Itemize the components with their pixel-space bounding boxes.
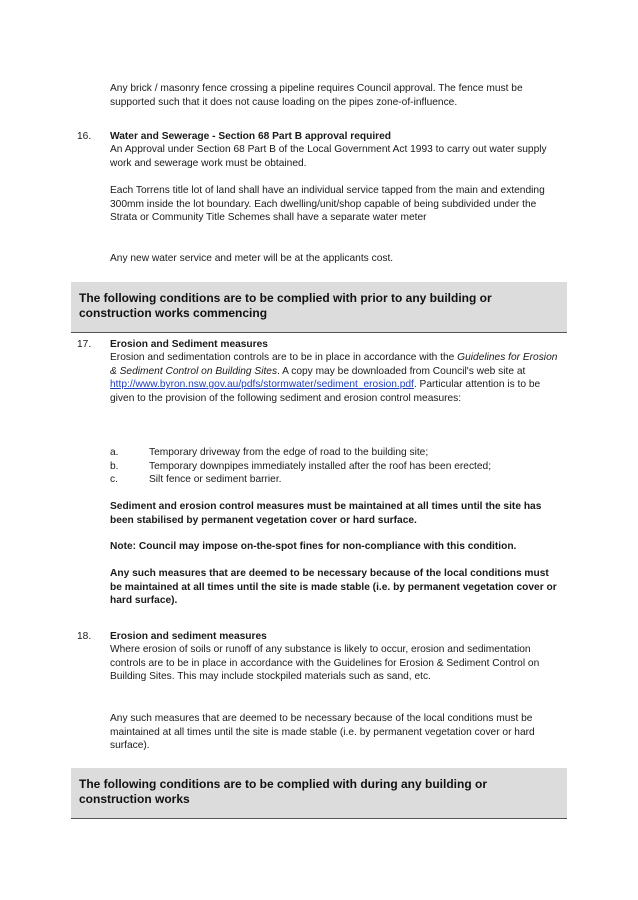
item-17-fines-note: Note: Council may impose on-the-spot fines for non-compliance with this condition. bbox=[110, 541, 517, 552]
item-17-heading: Erosion and Sediment measures bbox=[110, 339, 268, 350]
item-17-maintenance-note: Sediment and erosion control measures must be maintained at all times until the site has been stabilised by permanent vegetation cover or hard surface. bbox=[110, 501, 542, 526]
list-item-label: b. bbox=[110, 460, 119, 472]
item-17-intro-a: Erosion and sedimentation controls are to be in place in accordance with the bbox=[110, 352, 455, 363]
item-18-heading: Erosion and sediment measures bbox=[110, 631, 267, 642]
list-item-text: Silt fence or sediment barrier. bbox=[149, 474, 282, 485]
list-item-text: Temporary driveway from the edge of road to the building site; bbox=[149, 447, 429, 458]
list-item-text: Temporary downpipes immediately installed after the roof has been erected; bbox=[149, 460, 492, 472]
list-item-label: a. bbox=[110, 447, 119, 458]
item-16-number: 16. bbox=[77, 131, 92, 142]
item-16-paragraph-3: Any new water service and meter will be at the applicants cost. bbox=[110, 253, 394, 264]
item-16-paragraph-1: An Approval under Section 68 Part B of the Local Government Act 1993 to carry out water supply work and sewerage work must be obtained. bbox=[110, 144, 547, 169]
section-band-prior-to-works: The following conditions are to be complied with prior to any building or construction works commencing bbox=[71, 282, 567, 333]
list-item-label: c. bbox=[110, 474, 118, 485]
item-18-number: 18. bbox=[77, 631, 92, 642]
guidelines-title: Guidelines for Erosion & Sediment Control on Building Sites bbox=[110, 352, 558, 377]
item-17-intro bbox=[110, 351, 562, 405]
fence-pipeline-text: Any brick / masonry fence crossing a pipeline requires Council approval. The fence must be supported such that it does not cause loading on the pipes zone-of-influence. bbox=[110, 83, 523, 108]
item-17-number: 17. bbox=[77, 339, 92, 350]
section-band-during-works: The following conditions are to be complied with during any building or construction works bbox=[71, 768, 567, 819]
item-16-paragraph-2: Each Torrens title lot of land shall have an individual service tapped from the main and extending 300mm inside the lot boundary. Each dwelling/unit/shop capable of being subdivided under the Strata or Community Title Schemes shall have a separate water meter bbox=[110, 185, 545, 223]
item-17-intro-b: . A copy may be downloaded from Council's web site at bbox=[277, 365, 526, 377]
item-17-intro-c: . Particular attention is to be given to the provision of the following sediment and erosion control measures: bbox=[110, 379, 541, 404]
item-17-measures-note: Any such measures that are deemed to be necessary because of the local conditions must be maintained at all times until the site is made stable (i.e. by permanent vegetation cover or hard surface). bbox=[110, 568, 557, 606]
item-16-heading: Water and Sewerage - Section 68 Part B approval required bbox=[110, 131, 391, 142]
item-18-paragraph-2: Any such measures that are deemed to be necessary because of the local conditions must be maintained at all times until the site is made stable (i.e. by permanent vegetation cover or hard surface). bbox=[110, 713, 535, 751]
council-website-link[interactable]: http://www.byron.nsw.gov.au/pdfs/stormwater/sediment_erosion.pdf bbox=[110, 379, 414, 390]
item-18-paragraph-1: Where erosion of soils or runoff of any substance is likely to occur, erosion and sedimentation controls are to be in place in accordance with the Guidelines for Erosion & Sediment Control on Building Sites. This may include stockpiled materials such as sand, etc. bbox=[110, 644, 540, 682]
